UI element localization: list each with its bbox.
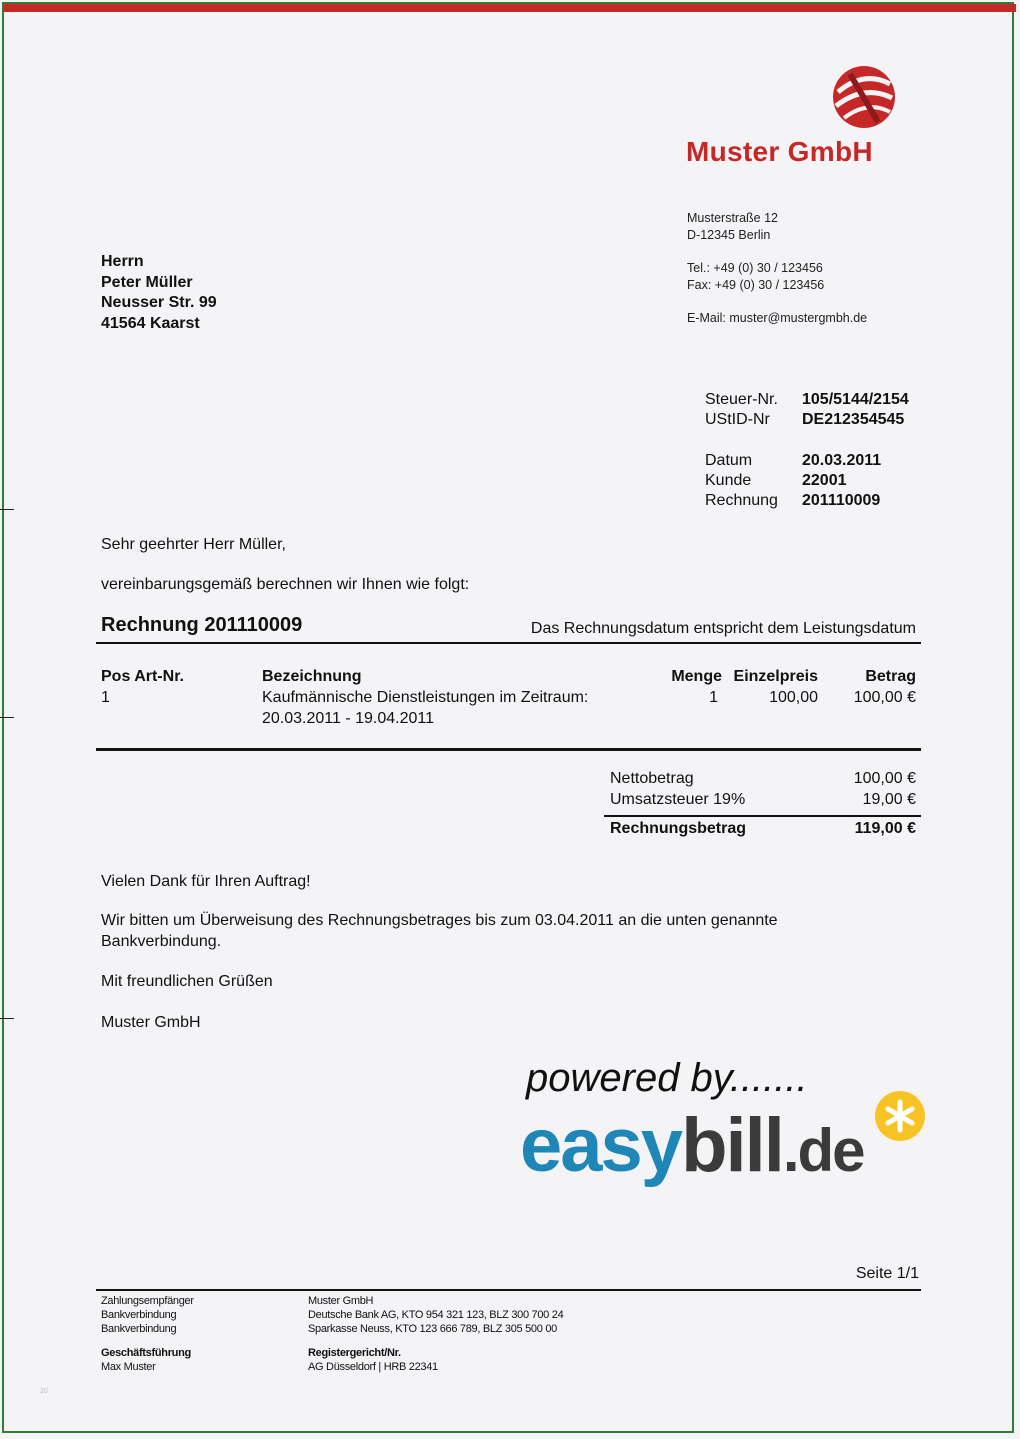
footer-rule bbox=[96, 1289, 921, 1291]
table-bottom-rule bbox=[96, 748, 921, 751]
row-unit-price: 100,00 bbox=[769, 689, 818, 706]
signature: Muster GmbH bbox=[101, 1014, 201, 1031]
sender-street: Musterstraße 12 bbox=[687, 211, 779, 225]
total-label: Rechnungsbetrag bbox=[610, 820, 747, 837]
footer-left-values bbox=[308, 1294, 563, 1336]
bank2-label: Bankverbindung bbox=[101, 1323, 177, 1335]
easybill-star-icon bbox=[874, 1090, 926, 1142]
header-accent-bar bbox=[4, 4, 1016, 12]
customer-value: 22001 bbox=[802, 472, 847, 489]
footer-left-labels bbox=[101, 1294, 194, 1336]
company-logo-icon bbox=[830, 64, 898, 130]
tax-number-value: 105/5144/2154 bbox=[802, 391, 909, 408]
footer-management bbox=[101, 1346, 191, 1374]
col-header-description: Bezeichnung bbox=[262, 668, 362, 685]
vat-id-value: DE212354545 bbox=[802, 411, 905, 428]
fold-mark bbox=[0, 509, 14, 510]
date-value: 20.03.2011 bbox=[802, 452, 882, 469]
recipient-address bbox=[101, 252, 217, 334]
vat-label: Umsatzsteuer 19% bbox=[610, 791, 746, 808]
bank2-value: Sparkasse Neuss, KTO 123 666 789, BLZ 305 500 00 bbox=[308, 1323, 557, 1335]
sender-city: D-12345 Berlin bbox=[687, 228, 771, 242]
invoice-title: Rechnung 201110009 bbox=[101, 614, 303, 636]
company-name: Muster GmbH bbox=[686, 136, 873, 167]
footer-register bbox=[308, 1346, 438, 1374]
row-qty: 1 bbox=[709, 689, 718, 706]
margin-number: 20 bbox=[40, 1388, 48, 1395]
total-value: 119,00 € bbox=[854, 820, 916, 837]
invoice-number-value: 201110009 bbox=[802, 492, 881, 509]
row-amount: 100,00 € bbox=[853, 689, 916, 706]
date-label: Datum bbox=[705, 452, 753, 469]
col-header-pos: Pos Art-Nr. bbox=[101, 668, 184, 685]
tax-number-label: Steuer-Nr. bbox=[705, 391, 778, 408]
vat-value: 19,00 € bbox=[862, 791, 916, 808]
register-value: AG Düsseldorf | HRB 22341 bbox=[308, 1361, 438, 1373]
bank1-value: Deutsche Bank AG, KTO 954 321 123, BLZ 300 700 24 bbox=[308, 1309, 564, 1321]
col-header-qty: Menge bbox=[671, 668, 722, 685]
vat-id-label: UStID-Nr bbox=[705, 411, 770, 428]
powered-by-text: powered by....... bbox=[526, 1056, 808, 1100]
regards: Mit freundlichen Grüßen bbox=[101, 973, 273, 990]
easybill-logo bbox=[520, 1102, 864, 1189]
invoice-meta bbox=[705, 390, 909, 511]
net-label: Nettobetrag bbox=[610, 770, 694, 787]
row-pos: 1 bbox=[101, 689, 110, 706]
greeting: Sehr geehrter Herr Müller, bbox=[101, 536, 286, 553]
easybill-bill: bill bbox=[681, 1103, 783, 1188]
management-value: Max Muster bbox=[101, 1361, 156, 1373]
net-value: 100,00 € bbox=[853, 770, 916, 787]
col-header-unit-price: Einzelpreis bbox=[733, 668, 818, 685]
intro-text: vereinbarungsgemäß berechnen wir Ihnen wie folgt: bbox=[101, 576, 470, 593]
easybill-tld: .de bbox=[782, 1117, 864, 1184]
table-top-rule bbox=[96, 642, 921, 644]
invoice-date-note: Das Rechnungsdatum entspricht dem Leistungsdatum bbox=[530, 620, 916, 637]
sender-email: E-Mail: muster@mustergmbh.de bbox=[687, 311, 868, 325]
bank1-label: Bankverbindung bbox=[101, 1309, 177, 1321]
col-header-amount: Betrag bbox=[865, 668, 916, 685]
row-description: Kaufmännische Dienstleistungen im Zeitraum: bbox=[262, 689, 589, 706]
recipient-salutation: Herrn bbox=[101, 253, 144, 270]
customer-label: Kunde bbox=[705, 472, 752, 489]
fold-mark bbox=[0, 1018, 14, 1019]
punch-mark bbox=[0, 717, 14, 718]
page-number: Seite 1/1 bbox=[855, 1265, 919, 1282]
recipient-street: Neusser Str. 99 bbox=[101, 294, 217, 311]
recipient-city: 41564 Kaarst bbox=[101, 314, 200, 332]
payee-label: Zahlungsempfänger bbox=[101, 1295, 194, 1307]
thanks-text: Vielen Dank für Ihren Auftrag! bbox=[101, 873, 311, 890]
recipient-name: Peter Müller bbox=[101, 273, 193, 291]
register-label: Registergericht/Nr. bbox=[308, 1347, 401, 1359]
payment-instruction-cont: Bankverbindung. bbox=[101, 933, 222, 950]
row-period: 20.03.2011 - 19.04.2011 bbox=[262, 710, 434, 727]
totals-rule bbox=[604, 815, 921, 817]
easybill-easy: easy bbox=[520, 1103, 682, 1188]
sender-fax: Fax: +49 (0) 30 / 123456 bbox=[687, 278, 825, 292]
management-label: Geschäftsführung bbox=[101, 1347, 191, 1359]
payment-instruction: Wir bitten um Überweisung des Rechnungsbetrages bis zum 03.04.2011 an die unten genannte bbox=[101, 912, 778, 929]
payee-value: Muster GmbH bbox=[308, 1295, 374, 1307]
invoice-number-label: Rechnung bbox=[705, 492, 778, 509]
sender-address bbox=[687, 210, 867, 327]
sender-tel: Tel.: +49 (0) 30 / 123456 bbox=[687, 261, 823, 275]
